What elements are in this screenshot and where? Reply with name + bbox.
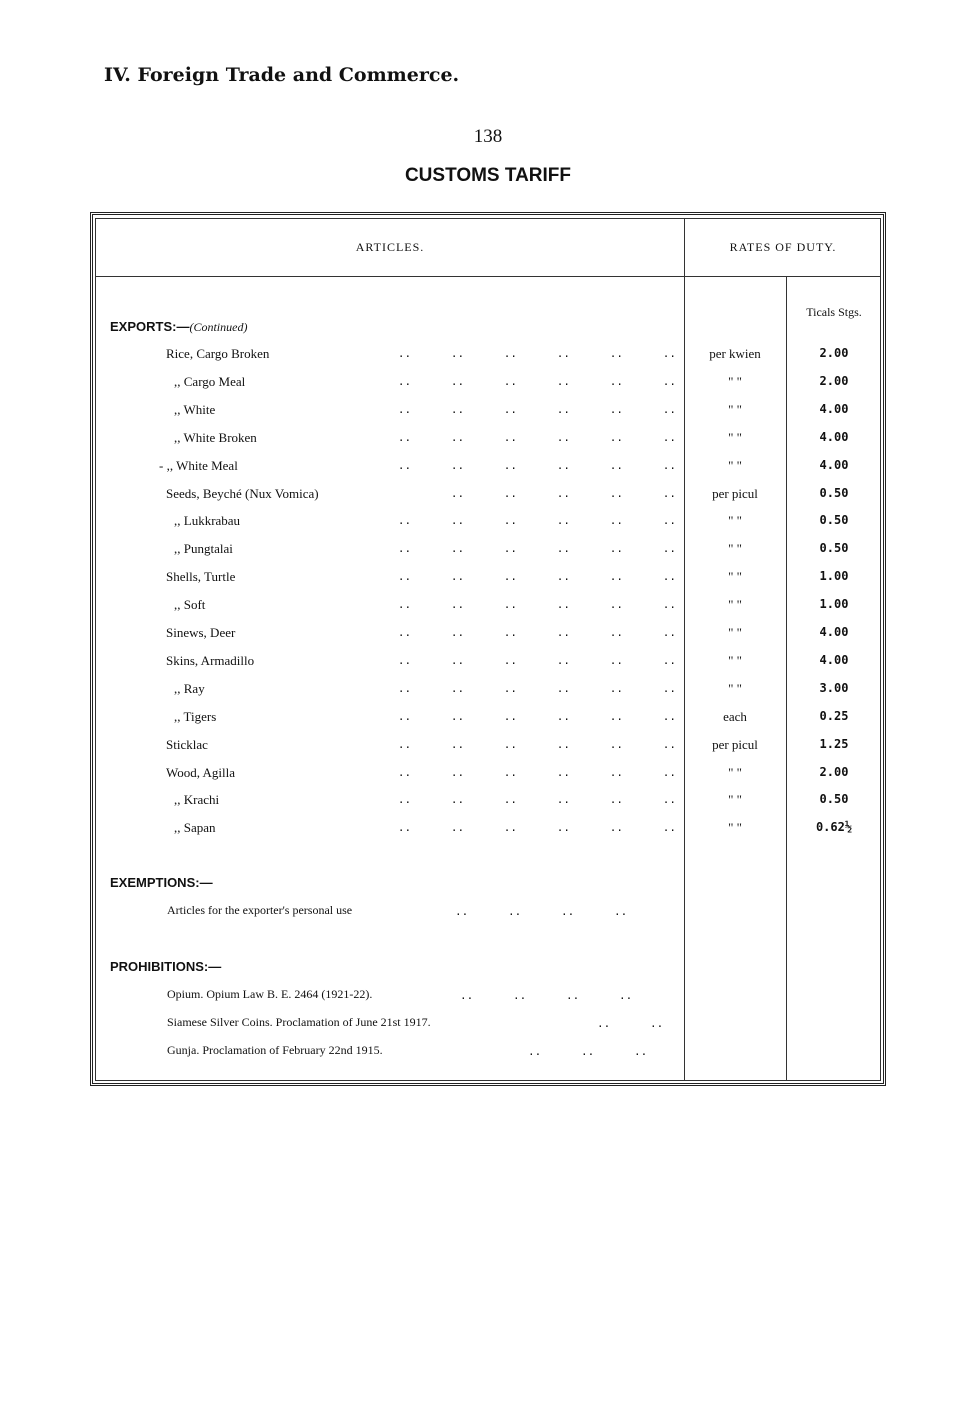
duty-unit: " " <box>728 402 742 417</box>
leader-dots: .. .. .. .. .. <box>450 487 676 500</box>
leader-dots: .. .. .. .. .. .. <box>397 375 676 388</box>
leader-dots: .. .. .. .. .. .. <box>397 766 676 779</box>
leader-dots: .. .. .. .. .. .. <box>397 626 676 639</box>
duty-rate: 4.00 <box>819 458 849 472</box>
leader-dots: .. .. .. .. .. .. <box>397 738 676 751</box>
tariff-row <box>0 681 976 701</box>
tariff-row <box>0 709 976 729</box>
duty-unit: " " <box>728 820 742 835</box>
leader-dots: .. .. .. .. .. .. <box>397 431 676 444</box>
articles-header: ARTICLES. <box>355 240 425 254</box>
leader-dots: .. .. .. .. .. .. <box>397 403 676 416</box>
article-name: Sinews, Deer <box>166 625 236 640</box>
leader-dots: .. .. <box>597 1017 664 1030</box>
duty-unit: " " <box>728 653 742 668</box>
duty-rate: 0.25 <box>819 709 849 723</box>
tariff-row <box>0 625 976 645</box>
duty-rate: 1.00 <box>819 597 849 611</box>
exports-label <box>110 319 247 335</box>
leader-dots: .. .. .. .. .. .. <box>397 682 676 695</box>
leader-dots: .. .. .. .. .. .. <box>397 514 676 527</box>
duty-rate: 4.00 <box>819 653 849 667</box>
duty-rate: 1.25 <box>819 737 849 751</box>
exports-label-text: EXPORTS:— <box>110 319 190 334</box>
duty-unit: " " <box>728 513 742 528</box>
duty-unit: per picul <box>712 737 758 752</box>
article-name: ,, Krachi <box>174 792 220 807</box>
exports-continued: (Continued) <box>189 320 248 334</box>
duty-unit: each <box>723 709 747 724</box>
tariff-row <box>0 458 976 478</box>
article-name: Sticklac <box>166 737 208 752</box>
duty-rate: 0.50 <box>819 513 849 527</box>
leader-dots: .. .. .. .. .. .. <box>397 598 676 611</box>
article-name: ,, Lukkrabau <box>174 513 241 528</box>
tariff-row <box>0 569 976 589</box>
tariff-row <box>0 541 976 561</box>
duty-unit: " " <box>728 569 742 584</box>
duty-rate: 2.00 <box>819 346 849 360</box>
article-name: Rice, Cargo Broken <box>166 346 270 361</box>
column-divider-rates <box>786 277 787 1080</box>
exemption-item: Articles for the exporter's personal use <box>167 903 353 917</box>
tariff-row <box>0 402 976 422</box>
duty-rate: 3.00 <box>819 681 849 695</box>
header-rule <box>96 276 880 277</box>
section-heading: IV. Foreign Trade and Commerce. <box>104 64 460 86</box>
duty-rate: 2.00 <box>819 374 849 388</box>
rates-header: RATES OF DUTY. <box>729 240 837 254</box>
exemptions-label: EXEMPTIONS:— <box>110 875 213 890</box>
tariff-row <box>0 486 976 506</box>
article-name: ,, White Broken <box>174 430 257 445</box>
duty-rate: 4.00 <box>819 402 849 416</box>
leader-dots: .. .. .. .. .. .. <box>397 347 676 360</box>
article-name: ,, White <box>174 402 216 417</box>
tariff-row <box>0 597 976 617</box>
duty-unit: " " <box>728 430 742 445</box>
tariff-row <box>0 430 976 450</box>
tariff-row <box>0 737 976 757</box>
currency-header: Ticals Stgs. <box>806 305 862 319</box>
leader-dots: .. .. .. <box>528 1045 648 1058</box>
duty-rate: 4.00 <box>819 430 849 444</box>
prohibition-item: Siamese Silver Coins. Proclamation of June 21st 1917. <box>167 1015 431 1029</box>
article-name: Shells, Turtle <box>166 569 236 584</box>
duty-unit: per kwien <box>709 346 761 361</box>
duty-rate: 0.50 <box>819 486 849 500</box>
leader-dots: .. .. .. .. .. .. <box>397 710 676 723</box>
duty-rate: 4.00 <box>819 625 849 639</box>
table-title: CUSTOMS TARIFF <box>404 165 572 186</box>
duty-rate: 2.00 <box>819 765 849 779</box>
tariff-row <box>0 374 976 394</box>
leader-dots: .. .. .. .. .. .. <box>397 570 676 583</box>
article-name: ,, Pungtalai <box>174 541 233 556</box>
prohibitions-label: PROHIBITIONS:— <box>110 959 222 974</box>
duty-rate: 0.50 <box>819 541 849 555</box>
article-name: Seeds, Beyché (Nux Vomica) <box>166 486 319 501</box>
tariff-row <box>0 346 976 366</box>
duty-rate: 0.50 <box>819 792 849 806</box>
leader-dots: .. .. .. .. .. .. <box>397 459 676 472</box>
duty-unit: " " <box>728 792 742 807</box>
duty-unit: " " <box>728 681 742 696</box>
article-name: Wood, Agilla <box>166 765 236 780</box>
tariff-row <box>0 820 976 840</box>
tariff-row <box>0 765 976 785</box>
tariff-row <box>0 653 976 673</box>
leader-dots: .. .. .. .. .. .. <box>397 542 676 555</box>
article-name: ,, Cargo Meal <box>174 374 246 389</box>
leader-dots: .. .. .. .. <box>460 989 633 1002</box>
tariff-row <box>0 513 976 533</box>
article-name: ,, Soft <box>174 597 206 612</box>
duty-unit: " " <box>728 765 742 780</box>
prohibition-item: Gunja. Proclamation of February 22nd 1915. <box>167 1043 383 1057</box>
leader-dots: .. .. .. .. .. .. <box>397 821 676 834</box>
article-name: ,, Ray <box>174 681 205 696</box>
leader-dots: .. .. .. .. .. .. <box>397 793 676 806</box>
duty-unit: " " <box>728 458 742 473</box>
article-name: - ,, White Meal <box>159 458 238 473</box>
duty-unit: " " <box>728 541 742 556</box>
article-name: Skins, Armadillo <box>166 653 255 668</box>
article-name: ,, Sapan <box>174 820 216 835</box>
duty-unit: " " <box>728 597 742 612</box>
leader-dots: .. .. .. .. .. .. <box>397 654 676 667</box>
page-number: 138 <box>473 126 503 147</box>
leader-dots: .. .. .. .. <box>455 905 628 918</box>
duty-rate: 1.00 <box>819 569 849 583</box>
duty-unit: " " <box>728 625 742 640</box>
article-name: ,, Tigers <box>174 709 217 724</box>
duty-rate: 0.62½ <box>815 820 853 834</box>
duty-unit: per picul <box>712 486 758 501</box>
tariff-row <box>0 792 976 812</box>
prohibition-item: Opium. Opium Law B. E. 2464 (1921-22). <box>167 987 373 1001</box>
duty-unit: " " <box>728 374 742 389</box>
